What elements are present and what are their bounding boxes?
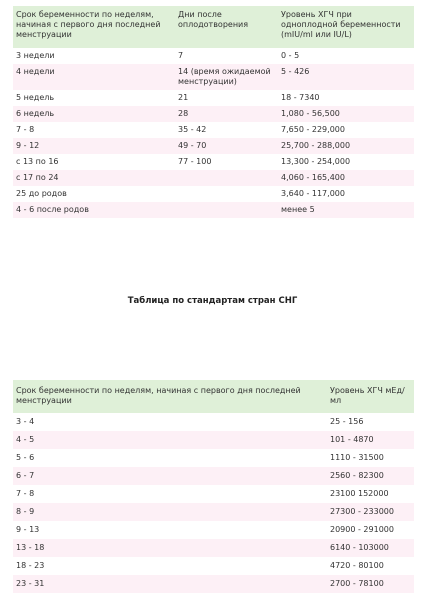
- table-row: [13, 467, 414, 485]
- cell-weeks: 6 - 7: [13, 467, 327, 485]
- cell-hcg: 7,650 - 229,000: [278, 122, 414, 138]
- hcg-table-cis: [13, 380, 414, 593]
- cell-weeks: с 13 по 16: [13, 154, 175, 170]
- table-row: [13, 521, 414, 539]
- cell-weeks: 8 - 9: [13, 503, 327, 521]
- table-row: [13, 48, 414, 64]
- cell-days: 21: [175, 90, 278, 106]
- table-row: [13, 503, 414, 521]
- header-gestation-weeks: Срок беременности по неделям, начиная с первого дня последней менструации: [13, 380, 327, 413]
- cell-days: 77 - 100: [175, 154, 278, 170]
- table-row: [13, 413, 414, 431]
- cell-hcg: 101 - 4870: [327, 431, 414, 449]
- cell-hcg: 6140 - 103000: [327, 539, 414, 557]
- cell-weeks: 23 - 31: [13, 575, 327, 593]
- cell-weeks: 25 до родов: [13, 186, 175, 202]
- cell-hcg: 27300 - 233000: [327, 503, 414, 521]
- cell-days: 49 - 70: [175, 138, 278, 154]
- cell-hcg: 0 - 5: [278, 48, 414, 64]
- cell-weeks: 3 недели: [13, 48, 175, 64]
- cell-days: 35 - 42: [175, 122, 278, 138]
- cell-days: [175, 186, 278, 202]
- cell-hcg: 1110 - 31500: [327, 449, 414, 467]
- table-row: [13, 170, 414, 186]
- header-hcg-level: Уровень ХГЧ при одноплодной беременности (mIU/ml или IU/L): [278, 6, 414, 48]
- cell-weeks: 4 недели: [13, 64, 175, 90]
- table-header-row: [13, 380, 414, 413]
- header-hcg-level: Уровень ХГЧ мЕд/мл: [327, 380, 414, 413]
- cell-hcg: 4720 - 80100: [327, 557, 414, 575]
- cell-hcg: 4,060 - 165,400: [278, 170, 414, 186]
- table-row: [13, 539, 414, 557]
- cell-days: 28: [175, 106, 278, 122]
- section-heading: Таблица по стандартам стран СНГ: [127, 296, 298, 306]
- cell-weeks: 13 - 18: [13, 539, 327, 557]
- cell-weeks: 4 - 6 после родов: [13, 202, 175, 218]
- cell-hcg: 2700 - 78100: [327, 575, 414, 593]
- table-row: [13, 449, 414, 467]
- table-row: [13, 186, 414, 202]
- table-row: [13, 106, 414, 122]
- table-row: [13, 64, 414, 90]
- cell-days: 14 (время ожидаемой менструации): [175, 64, 278, 90]
- table-row: [13, 485, 414, 503]
- cell-days: 7: [175, 48, 278, 64]
- table-row: [13, 557, 414, 575]
- table-row: [13, 575, 414, 593]
- cell-days: [175, 170, 278, 186]
- table-row: [13, 202, 414, 218]
- table-row: [13, 122, 414, 138]
- cell-weeks: 3 - 4: [13, 413, 327, 431]
- cell-hcg: 25,700 - 288,000: [278, 138, 414, 154]
- cell-weeks: 5 - 6: [13, 449, 327, 467]
- cell-weeks: 7 - 8: [13, 485, 327, 503]
- cell-weeks: с 17 по 24: [13, 170, 175, 186]
- hcg-table-international: [13, 6, 414, 218]
- cell-hcg: 5 - 426: [278, 64, 414, 90]
- cell-hcg: 25 - 156: [327, 413, 414, 431]
- table-row: [13, 90, 414, 106]
- cell-weeks: 4 - 5: [13, 431, 327, 449]
- table-row: [13, 431, 414, 449]
- cell-hcg: 18 - 7340: [278, 90, 414, 106]
- cell-weeks: 9 - 13: [13, 521, 327, 539]
- header-days-after-fertilization: Дни после оплодотворения: [175, 6, 278, 48]
- cell-hcg: 2560 - 82300: [327, 467, 414, 485]
- cell-weeks: 7 - 8: [13, 122, 175, 138]
- cell-weeks: 18 - 23: [13, 557, 327, 575]
- cell-hcg: 1,080 - 56,500: [278, 106, 414, 122]
- table-header-row: [13, 6, 414, 48]
- cell-weeks: 6 недель: [13, 106, 175, 122]
- cell-hcg: 3,640 - 117,000: [278, 186, 414, 202]
- cell-days: [175, 202, 278, 218]
- cell-hcg: менее 5: [278, 202, 414, 218]
- header-gestation-weeks: Срок беременности по неделям, начиная с первого дня последней менструации: [13, 6, 175, 48]
- cell-weeks: 9 - 12: [13, 138, 175, 154]
- cell-weeks: 5 недель: [13, 90, 175, 106]
- cell-hcg: 13,300 - 254,000: [278, 154, 414, 170]
- cell-hcg: 23100 152000: [327, 485, 414, 503]
- table-row: [13, 138, 414, 154]
- table-row: [13, 154, 414, 170]
- cell-hcg: 20900 - 291000: [327, 521, 414, 539]
